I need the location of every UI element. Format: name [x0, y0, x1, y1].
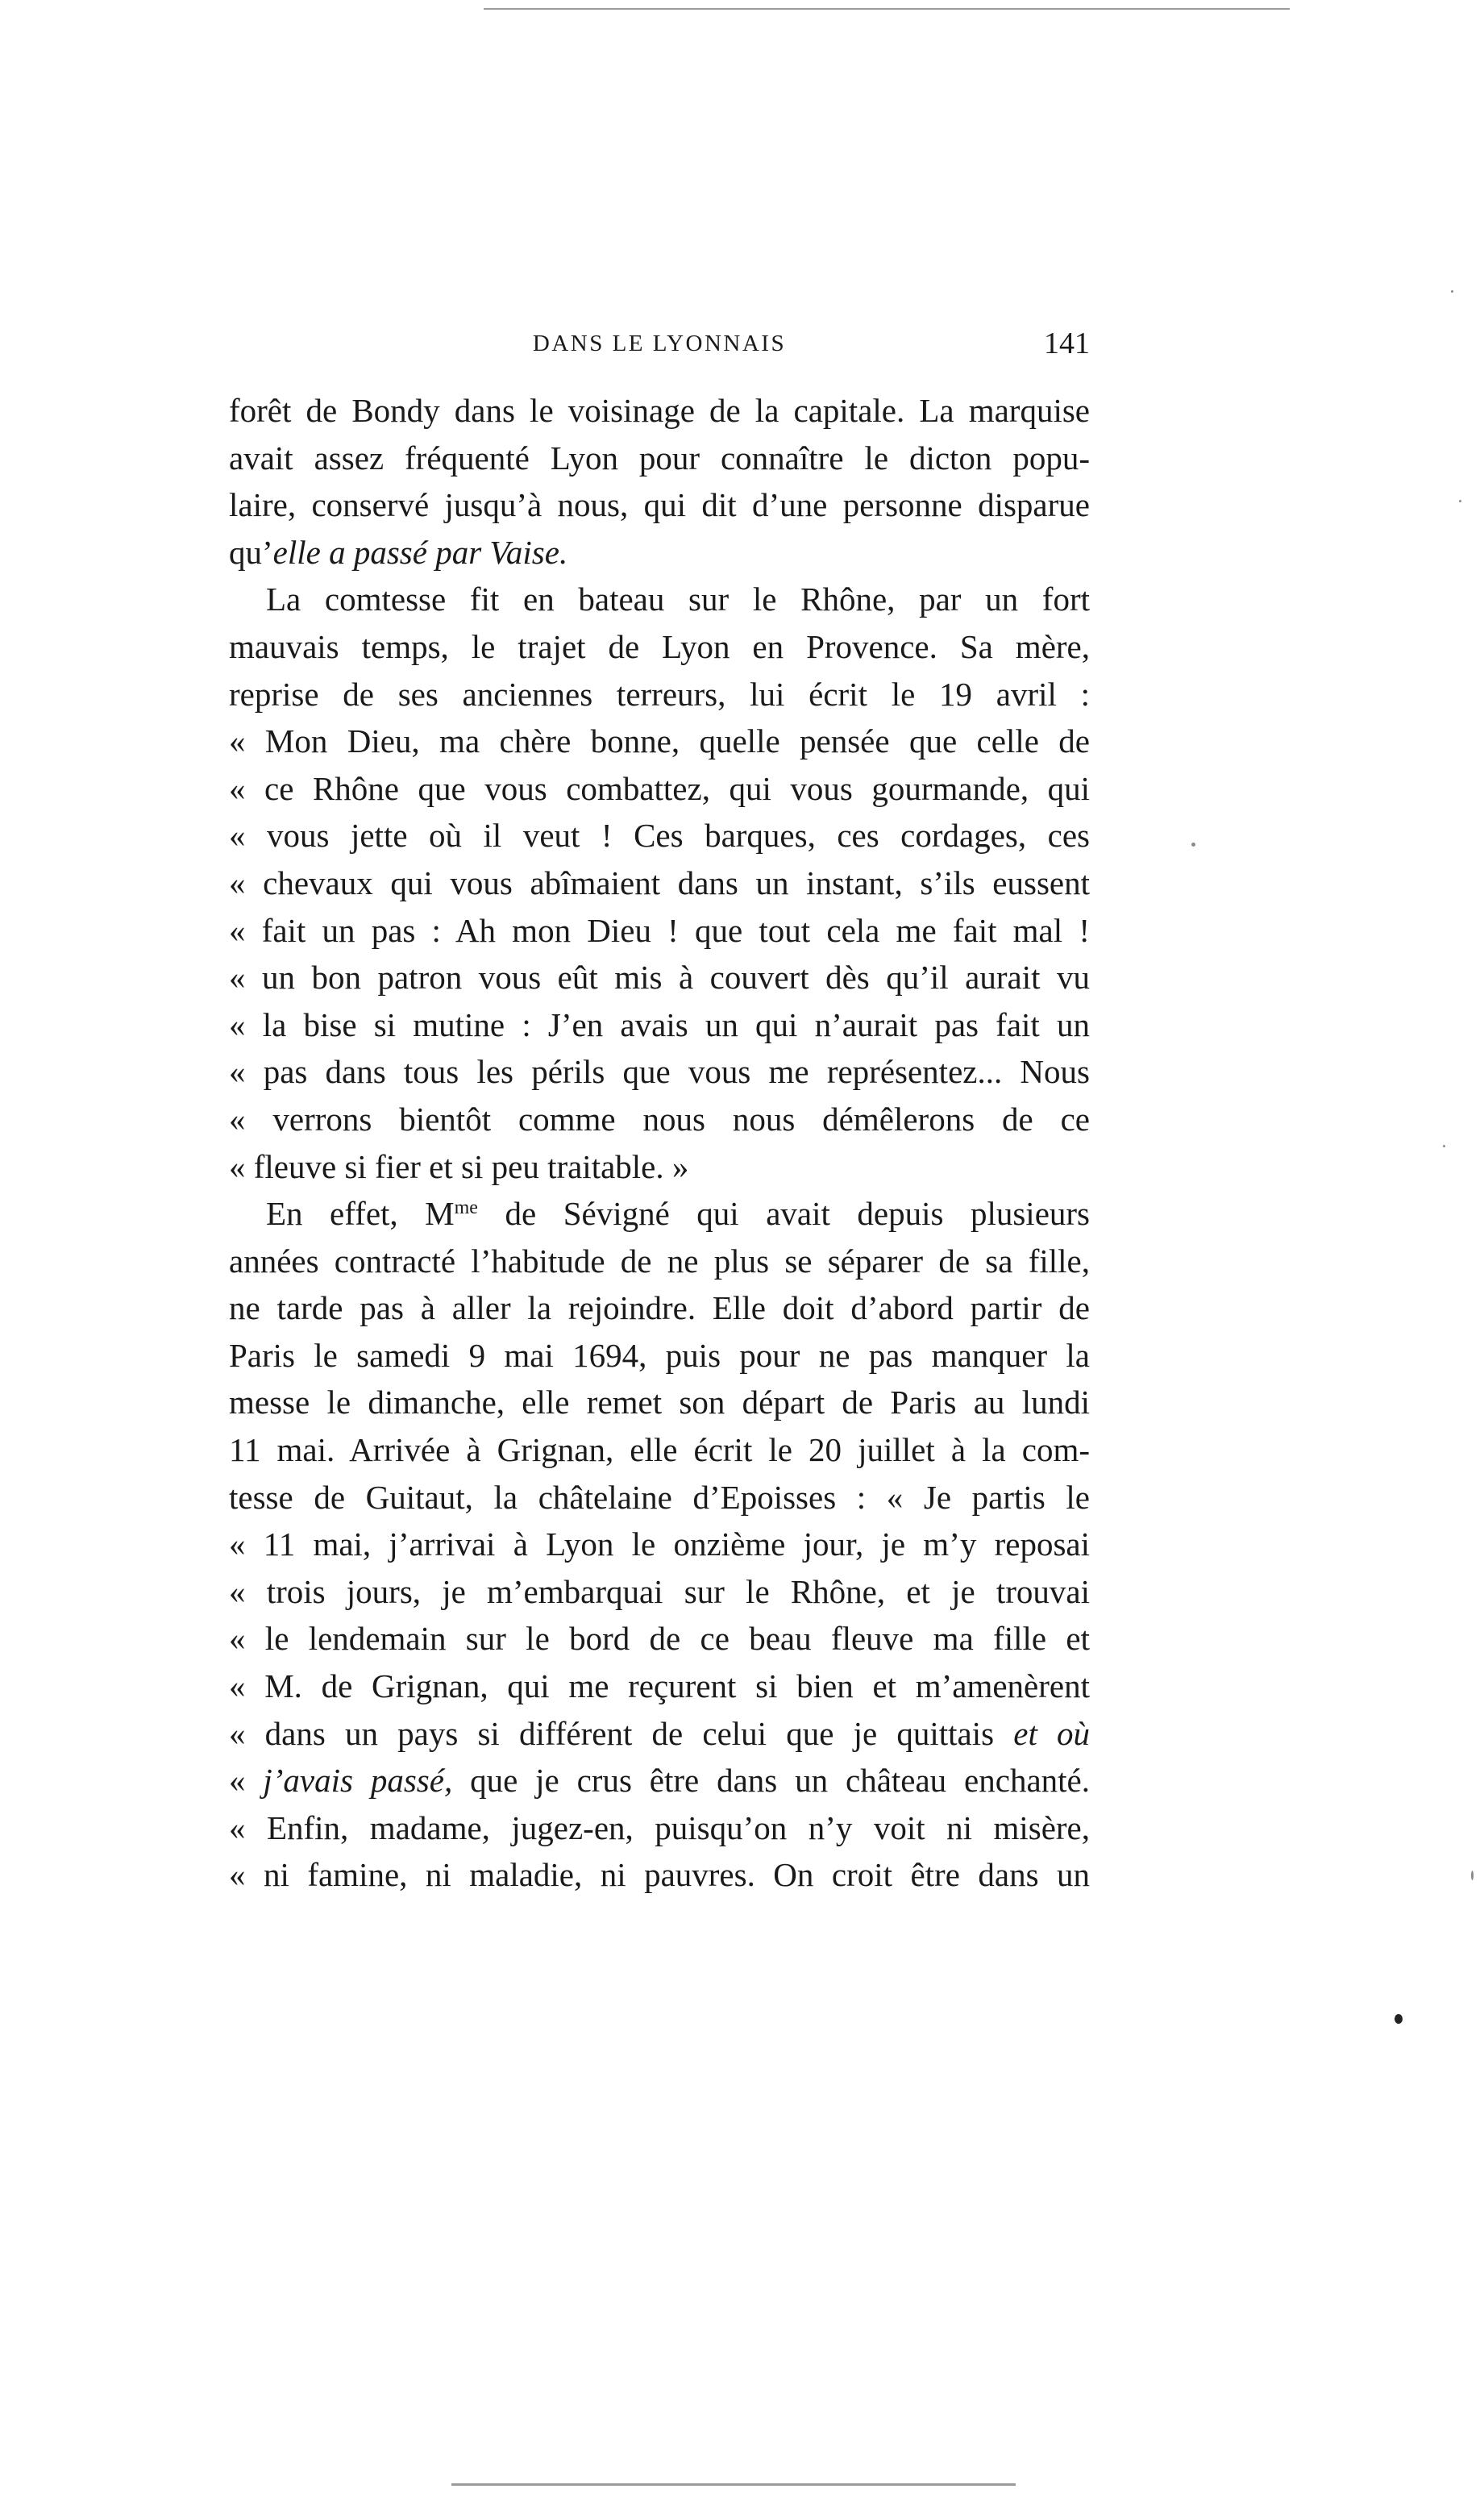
- text-line: [229, 1804, 1090, 1852]
- text-line: [229, 1426, 1090, 1474]
- superscript: me: [454, 1197, 478, 1219]
- text-segment: que je crus être dans un château enchanté.: [452, 1762, 1090, 1800]
- text-segment: « 11 mai, j’arrivai à Lyon le onzième jour, je m’y reposai: [229, 1525, 1090, 1563]
- text-segment: « fait un pas : Ah mon Dieu ! que tout cela me fait mal !: [229, 911, 1090, 949]
- italic-segment: et où: [1013, 1714, 1091, 1752]
- text-line: [229, 1001, 1090, 1049]
- text-line: [229, 1568, 1090, 1616]
- text-segment: La comtesse fit en bateau sur le Rhône, par un fort: [266, 581, 1090, 618]
- text-line: [229, 1474, 1090, 1521]
- text-segment: « chevaux qui vous abîmaient dans un instant, s’ils eussent: [229, 864, 1090, 901]
- text-segment: « vous jette où il veut ! Ces barques, ces cordages, ces: [229, 817, 1090, 855]
- text-line: [229, 907, 1090, 955]
- running-title: DANS LE LYONNAIS: [532, 331, 787, 356]
- text-line: [229, 1710, 1090, 1758]
- text-line: [229, 765, 1090, 813]
- scan-speck: [1471, 1871, 1474, 1880]
- scan-speck: [1395, 2014, 1403, 2024]
- scan-speck: [1443, 1145, 1445, 1147]
- text-line: [229, 859, 1090, 907]
- text-line: [229, 387, 1090, 435]
- text-line: [229, 812, 1090, 859]
- text-segment: ne tarde pas à aller la rejoindre. Elle doit d’abord partir de: [229, 1289, 1090, 1327]
- text-line: [229, 435, 1090, 482]
- text-segment: 11 mai. Arrivée à Grignan, elle écrit le 20 juillet à la com-: [229, 1431, 1090, 1469]
- text-segment: « trois jours, je m’embarquai sur le Rhône, et je trouvai: [229, 1572, 1090, 1610]
- text-line: [229, 1143, 1090, 1191]
- text-segment: « dans un pays si différent de celui que je quittais: [229, 1714, 1014, 1752]
- text-segment: tesse de Guitaut, la châtelaine d’Epoisses : « Je partis le: [229, 1478, 1090, 1516]
- text-line: [229, 1048, 1090, 1096]
- text-segment: messe le dimanche, elle remet son départ de Paris au lundi: [229, 1384, 1090, 1421]
- text-segment: « un bon patron vous eût mis à couvert dès qu’il aurait vu: [229, 959, 1090, 997]
- running-head: [229, 325, 1090, 362]
- text-segment: forêt de Bondy dans le voisinage de la capitale. La marquise: [229, 392, 1090, 429]
- text-line: [229, 481, 1090, 529]
- text-line: [229, 1521, 1090, 1568]
- text-line: [229, 1096, 1090, 1143]
- text-segment: « M. de Grignan, qui me reçurent si bien et m’amenèrent: [229, 1667, 1090, 1705]
- text-segment: reprise de ses anciennes terreurs, lui écrit le 19 avril :: [229, 675, 1090, 713]
- text-line: [229, 1757, 1090, 1804]
- text-segment: Paris le samedi 9 mai 1694, puis pour ne pas manquer la: [229, 1336, 1090, 1374]
- text-segment: « le lendemain sur le bord de ce beau fleuve ma fille et: [229, 1620, 1090, 1658]
- page-number: 141: [1044, 327, 1090, 360]
- italic-segment: elle a passé par Vaise.: [272, 533, 568, 571]
- text-line: [229, 1284, 1090, 1332]
- text-segment: « Enfin, madame, jugez-en, puisqu’on n’y voit ni misère,: [229, 1808, 1090, 1846]
- text-segment: avait assez fréquenté Lyon pour connaître le dicton popu-: [229, 439, 1090, 477]
- scan-speck: [1191, 843, 1195, 847]
- text-line: [229, 1615, 1090, 1663]
- text-segment: «: [229, 1762, 264, 1800]
- text-line: [229, 623, 1090, 671]
- italic-segment: j’avais passé,: [263, 1762, 453, 1800]
- scan-speck: [1451, 290, 1453, 293]
- top-edge-mark: [484, 8, 1290, 10]
- text-line: [229, 718, 1090, 765]
- text-segment: laire, conservé jusqu’à nous, qui dit d’une personne disparue: [229, 486, 1090, 524]
- text-line: [229, 954, 1090, 1001]
- text-line: [229, 671, 1090, 718]
- text-segment: années contracté l’habitude de ne plus se séparer de sa fille,: [229, 1242, 1090, 1280]
- text-segment: « la bise si mutine : J’en avais un qui n’aurait pas fait un: [229, 1005, 1090, 1043]
- text-segment: qu’: [229, 533, 273, 571]
- text-line: [229, 1238, 1090, 1285]
- text-segment: « verrons bientôt comme nous nous démêlerons de ce: [229, 1100, 1090, 1138]
- text-line: [229, 1663, 1090, 1710]
- body-text: [229, 387, 1090, 1899]
- text-line: [229, 576, 1090, 623]
- text-segment: « pas dans tous les périls que vous me représentez... Nous: [229, 1053, 1090, 1091]
- text-segment: En effet, M: [266, 1195, 455, 1233]
- text-line: [229, 1851, 1090, 1899]
- text-segment: « fleuve si fier et si peu traitable. »: [229, 1147, 689, 1185]
- text-line: [229, 1332, 1090, 1380]
- text-segment: « ni famine, ni maladie, ni pauvres. On croit être dans un: [229, 1856, 1090, 1894]
- text-line: [229, 529, 1090, 576]
- text-segment: mauvais temps, le trajet de Lyon en Provence. Sa mère,: [229, 627, 1090, 665]
- text-segment: « ce Rhône que vous combattez, qui vous gourmande, qui: [229, 769, 1090, 807]
- text-line: [229, 1379, 1090, 1426]
- text-segment: « Mon Dieu, ma chère bonne, quelle pensée que celle de: [229, 722, 1090, 760]
- text-segment: de Sévigné qui avait depuis plusieurs: [477, 1195, 1090, 1233]
- text-line: [229, 1190, 1090, 1238]
- bottom-edge-mark: [451, 2483, 1016, 2486]
- scan-speck: [1459, 500, 1461, 502]
